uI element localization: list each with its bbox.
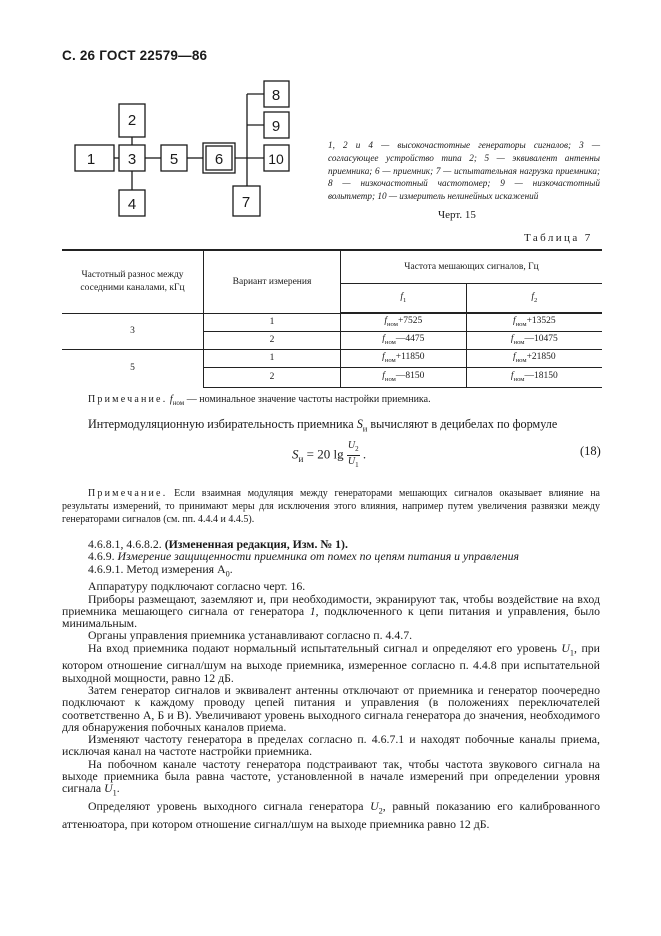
cell-variant: 1 <box>204 313 341 331</box>
paragraph: 4.6.8.1, 4.6.8.2. (Измененная редакция, Изм. № 1). <box>88 537 348 551</box>
formula-number: (18) <box>580 444 601 458</box>
paragraph: Изменяют частоту генератора в пределах согласно п. 4.6.7.1 и находят побочные каналы приема, исключая канал на частоте настройки приемника. <box>62 732 600 759</box>
cell-f2: $f_{ном}—10475$ <box>466 331 602 349</box>
formula-18: $S_и = 20$ lg $\frac{U_2}{U_1}$ . <box>292 440 367 469</box>
paragraph: 4.6.9.1. Метод измерения $А_0$. <box>88 561 233 578</box>
cell-f1: $f_{ном}+7525$ <box>341 313 467 331</box>
cell-spacing: 5 <box>62 349 204 387</box>
section-heading: 4.6.9. Измерение защищенности приемника от помех по цепям питания и управления <box>88 549 519 564</box>
paragraph: Определяют уровень выходного сигнала генератора $U_2$, равный показанию его калиброванного аттенюатора, при котором отношение сигнал/шум на выходе приемника равно 12 дБ. <box>62 799 601 831</box>
cell-f2: $f_{ном}+13525$ <box>466 313 602 331</box>
col-header-frequency: Частота мешающих сигналов, Гц <box>341 250 603 283</box>
frequency-table <box>62 249 602 388</box>
block-5-label: 5 <box>169 151 179 168</box>
col-header-spacing: Частотный разнос между соседними каналами, кГц <box>62 250 204 313</box>
cell-variant: 2 <box>204 367 341 387</box>
table-note: Примечание. $f_{ном}$ — номинальное значение частоты настройки приемника. <box>88 394 431 407</box>
block-3-label: 3 <box>127 151 137 168</box>
paragraph: Аппаратуру подключают согласно черт. 16. <box>88 579 306 594</box>
cell-variant: 1 <box>204 349 341 367</box>
table-row <box>62 349 602 367</box>
paragraph: На вход приемника подают нормальный испытательный сигнал и определяют его уровень $U_1$, при котором отношение сигнал/шум на выходе приемника, измеренное согласно п. 4.4.8 при испытательной выходной мощности, равно 12 дБ. <box>62 640 600 685</box>
figure-caption: 1, 2 и 4 — высокочастотные генераторы сигналов; 3 — согласующее устройство типа 2; 5 — эквивалент антенны приемника; 6 — приемник; 7 — испытательная нагрузка приемника; 8 — низкочастотный частотомер; 9 — низкочастотный вольтметр; 10 — измеритель нелинейных искажений <box>328 140 601 202</box>
figure-label: Черт. 15 <box>438 209 476 221</box>
cell-variant: 2 <box>204 331 341 349</box>
block-diagram <box>60 78 300 220</box>
block-2-label: 2 <box>127 112 137 129</box>
body-text <box>62 538 600 830</box>
cell-f2: $f_{ном}+21850$ <box>466 349 602 367</box>
paragraph: Затем генератор сигналов и эквивалент антенны отключают от приемника и генератор поочередно подключают к каждому проводу цепей питания и управления (в положениях переключателей соответственно А, Б и В). Увеличивают уровень выходного сигнала генератора до значения, необходимого для обнаружения побочных каналов приема. <box>62 682 600 734</box>
page-header: С. 26 ГОСТ 22579—86 <box>62 48 208 63</box>
col-header-f2: $f_2$ <box>466 283 602 313</box>
cell-f1: $f_{ном}—8150$ <box>341 367 467 387</box>
block-7-label: 7 <box>241 194 251 211</box>
block-9-label: 9 <box>271 118 281 135</box>
cell-spacing: 3 <box>62 313 204 349</box>
cell-f1: $f_{ном}—4475$ <box>341 331 467 349</box>
block-6-label: 6 <box>214 151 224 168</box>
paragraph: На побочном канале частоту генератора подстраивают так, чтобы частота звукового сигнала на выходе приемника была равна частоте, установленной в начале измерений при определении уровня сигнала $U_1$. <box>62 756 600 798</box>
formula-fraction: $\frac{U_2}{U_1}$ <box>347 440 359 469</box>
col-header-f1: $f_1$ <box>341 283 467 313</box>
formula-intro: Интермодуляционную избирательность приемника $S_и$ вычисляют в децибелах по формуле <box>88 417 558 434</box>
cell-f2: $f_{ном}—18150$ <box>466 367 602 387</box>
paragraph: Приборы размещают, заземляют и, при необходимости, экранируют так, чтобы воздействие на вход приемника мешающего сигнала от генератора 1, подключенного к цепи питания и управления, было минимальным. <box>62 591 600 631</box>
block-10-label: 10 <box>268 151 284 167</box>
block-1-label: 1 <box>86 151 96 168</box>
cell-f1: $f_{ном}+11850$ <box>341 349 467 367</box>
block-8-label: 8 <box>271 87 281 104</box>
measurement-note: Примечание. Если взаимная модуляция между генераторами мешающих сигналов оказывает влияние на результаты измерений, то принимают меры для исключения этого влияния, например путем увеличения развязки между генераторами сигналов (см. пп. 4.4.4 и 4.4.5). <box>62 488 600 526</box>
block-4-label: 4 <box>127 196 137 213</box>
col-header-variant: Вариант измерения <box>204 250 341 313</box>
table-row <box>62 313 602 331</box>
table-label: Таблица 7 <box>524 232 593 244</box>
paragraph: Органы управления приемника устанавливают согласно п. 4.4.7. <box>88 628 413 643</box>
